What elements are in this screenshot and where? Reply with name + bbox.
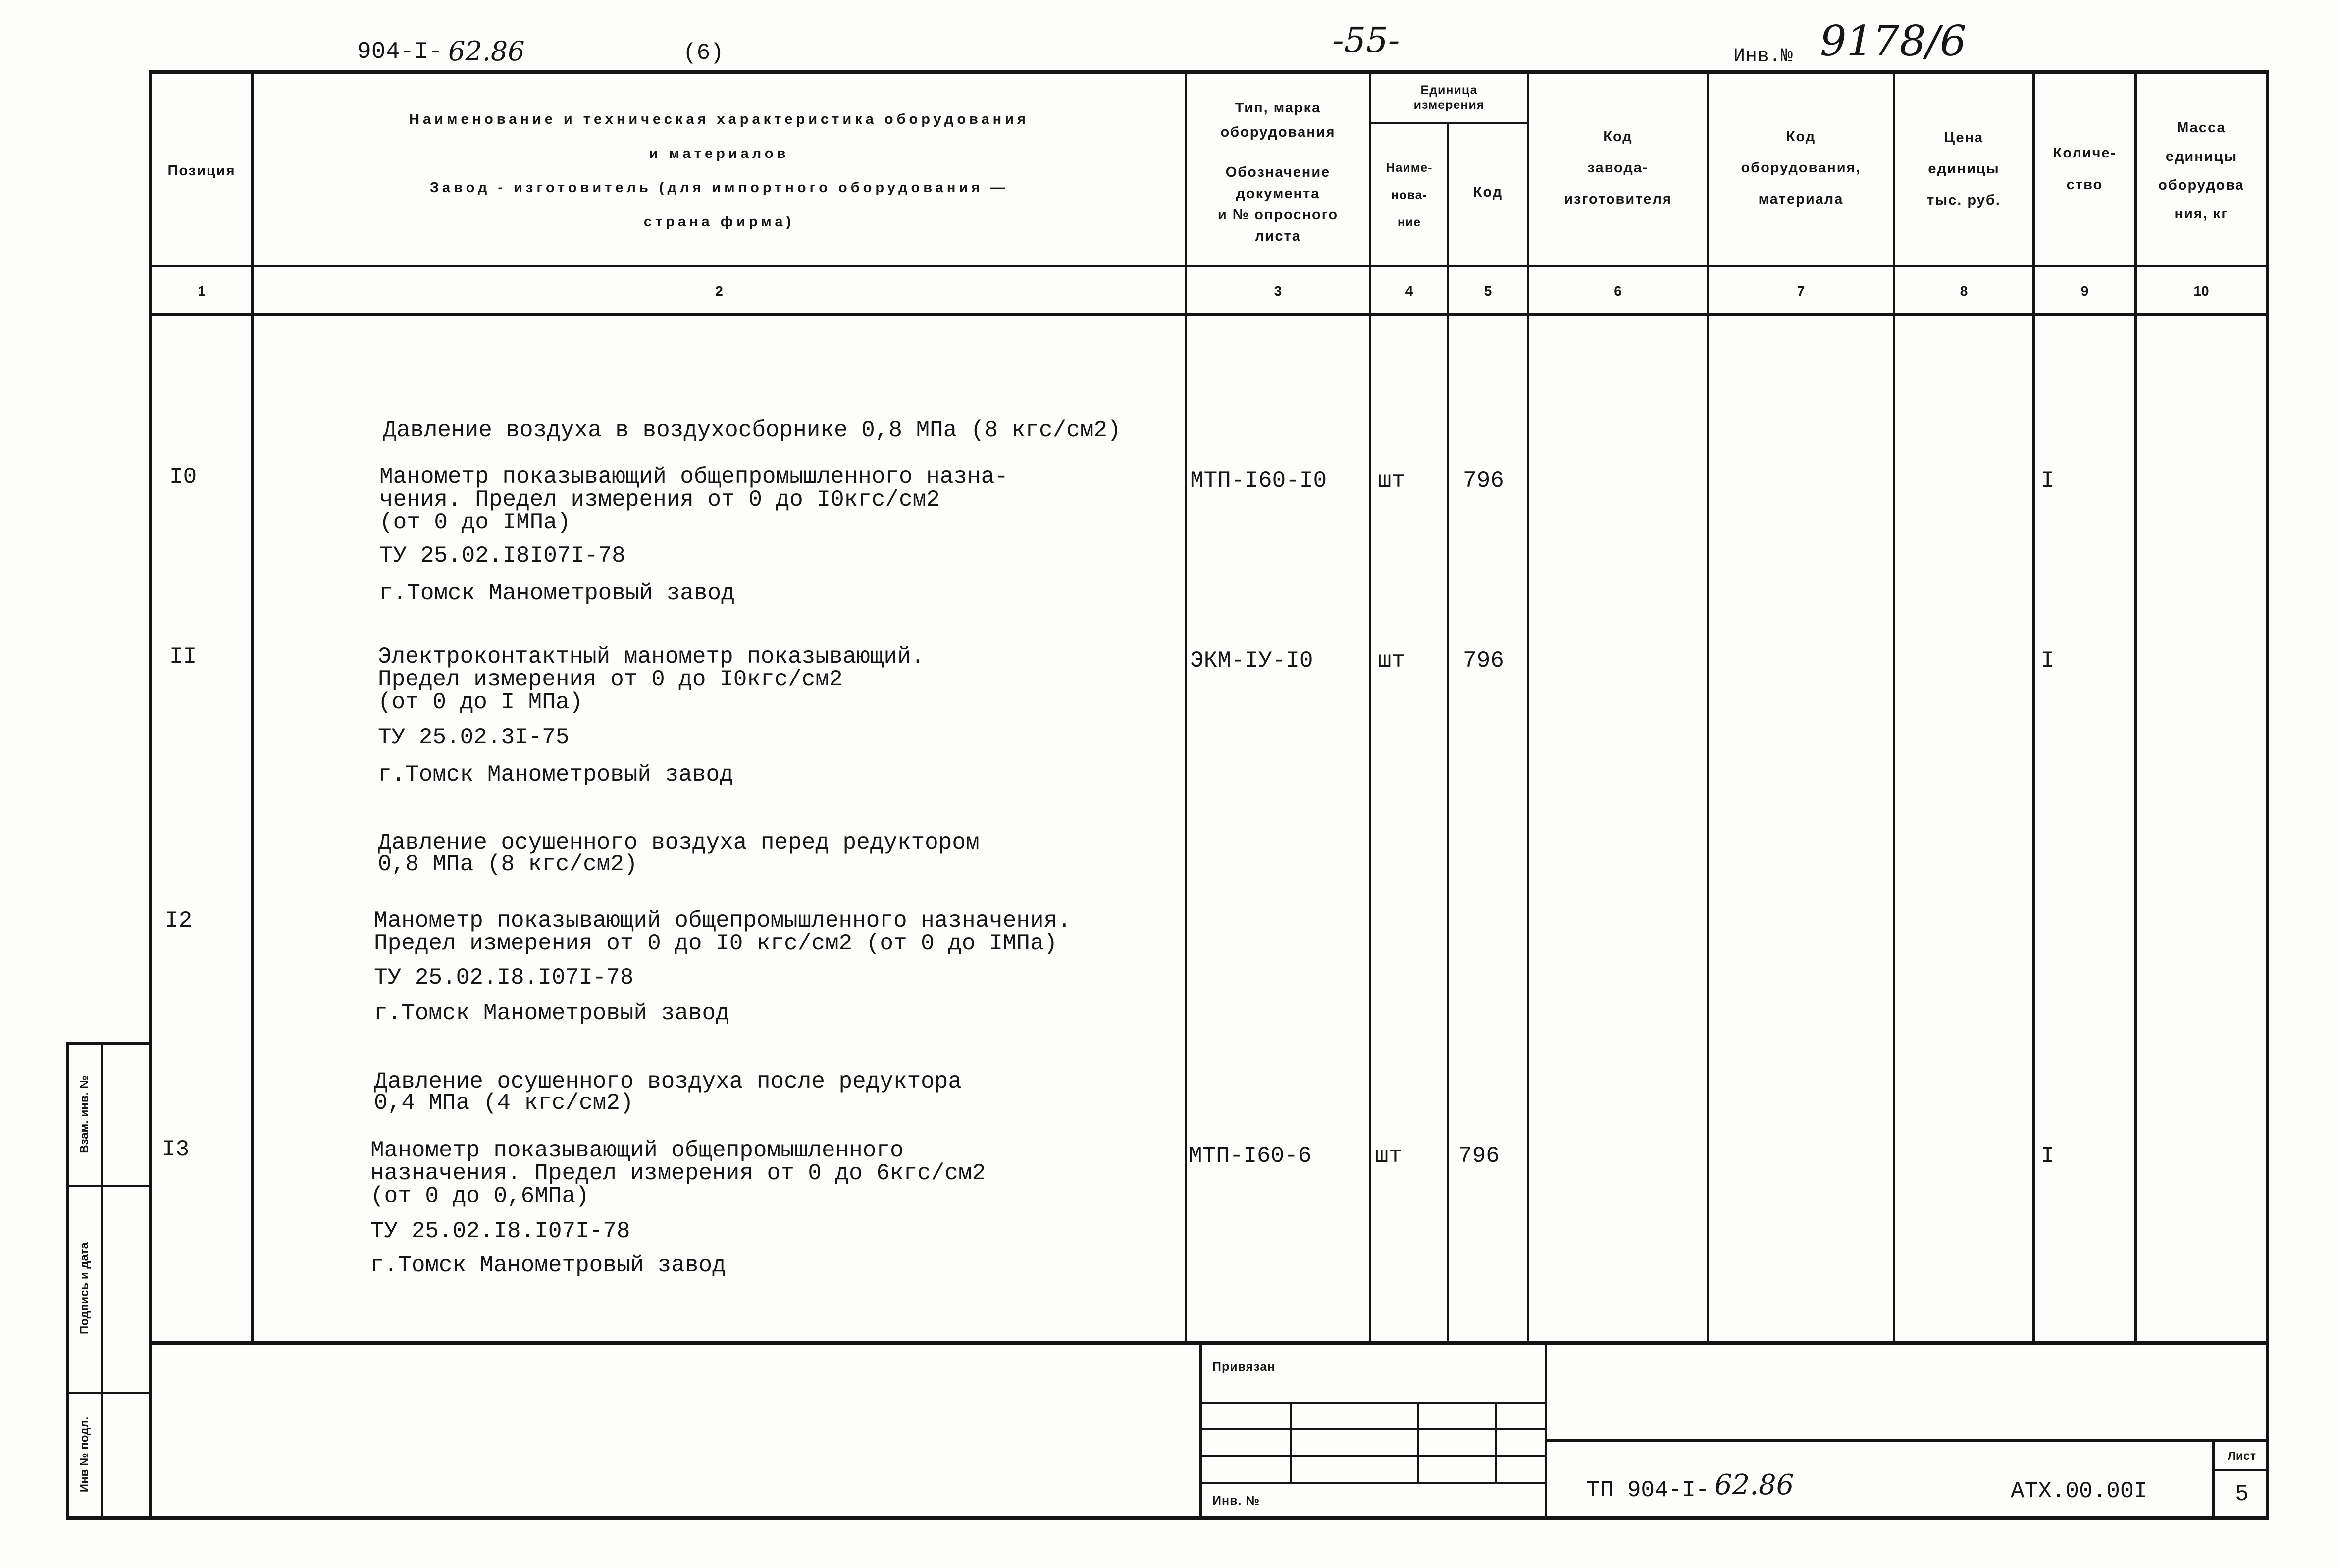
header-unit-code (1449, 183, 1527, 201)
header-unit-group (1371, 83, 1527, 112)
manufacturer: г.Томск Манометровый завод (370, 1253, 726, 1278)
header-line: измерения (1413, 98, 1485, 112)
header-line: ние (1397, 215, 1421, 229)
header-line: Наиме- (1386, 161, 1433, 175)
heading-line: Давление осушенного воздуха после редуктора (374, 1069, 962, 1095)
header-line: оборудова (2158, 177, 2244, 193)
header-line: документа (1236, 186, 1320, 202)
description-line: Манометр показывающий общепромышленного назна- (379, 464, 1008, 490)
header-line: Единица (1420, 83, 1478, 97)
description-line: Предел измерения от 0 до I0кгс/см2 (378, 667, 843, 692)
table-right-border (2266, 70, 2269, 1520)
description-line: чения. Предел измерения от 0 до I0кгс/см2 (379, 487, 940, 513)
header-line: завода- (1587, 160, 1649, 176)
doc-code-prefix: 904-I- (357, 39, 443, 65)
header-equipment-code (1709, 121, 1893, 215)
header-line: ния, кг (2174, 206, 2229, 222)
unit-name: шт (1378, 648, 1405, 674)
bound-grid-rule (1200, 1402, 1546, 1404)
header-unit-name (1371, 155, 1447, 236)
heading-line: 0,4 МПа (4 кгс/см2) (374, 1090, 634, 1116)
bound-box-right-rule (1545, 1343, 1547, 1520)
header-mass (2137, 113, 2266, 228)
stamp-section-rule (66, 1185, 152, 1187)
header-line: ство (2066, 177, 2103, 193)
column-number: 8 (1960, 283, 1968, 299)
drawing-code: АТХ.00.00I (2011, 1478, 2148, 1504)
table-bottom-border (66, 1516, 2269, 1520)
description-line: Предел измерения от 0 до I0 кгс/см2 (от 0 до IМПа) (374, 931, 1058, 956)
description-line: (от 0 до I МПа) (378, 689, 583, 715)
header-line: материала (1758, 191, 1844, 207)
header-plant-code (1529, 121, 1707, 215)
sheet-box-divider (2213, 1469, 2269, 1471)
column-divider (1707, 70, 1709, 1343)
bound-grid-rule (1200, 1482, 1546, 1484)
heading-line: 0,8 МПа (8 кгс/см2) (378, 851, 638, 877)
column-divider (2134, 70, 2137, 1343)
header-bottom-rule (149, 265, 2269, 267)
description-line: Манометр показывающий общепромышленного (370, 1138, 904, 1163)
sheet-number: 5 (2235, 1481, 2249, 1507)
section-heading (374, 1071, 962, 1114)
header-line: Позиция (167, 163, 236, 179)
album-number: (6) (683, 40, 724, 66)
column-number: 7 (1797, 283, 1805, 299)
title-right-rule (1546, 1439, 2269, 1442)
table-left-border (149, 70, 152, 1520)
position-number: I0 (169, 464, 197, 490)
stamp-original-inventory: Инв № подл. (78, 1416, 91, 1493)
manufacturer: г.Томск Манометровый завод (379, 580, 735, 606)
bound-grid-rule (1495, 1402, 1497, 1483)
bound-grid-rule (1417, 1402, 1419, 1483)
header-quantity (2035, 137, 2134, 201)
standard-reference: ТУ 25.02.I8I07I-78 (379, 543, 625, 569)
inventory-number-handwritten: 9178/6 (1820, 17, 1967, 65)
unit-name: шт (1378, 468, 1405, 494)
unit-code: 796 (1463, 468, 1504, 494)
header-line: листа (1255, 228, 1301, 244)
section-heading: Давление воздуха в воздухосборнике 0,8 МПа (8 кгс/см2) (383, 418, 1121, 443)
manufacturer: г.Томск Манометровый завод (378, 762, 733, 787)
unit-code: 796 (1458, 1143, 1500, 1169)
equipment-description (374, 909, 1071, 955)
column-divider (1893, 70, 1895, 1343)
quantity: I (2041, 648, 2055, 674)
doc-code-handwritten: 62.86 (448, 36, 525, 67)
inventory-label: Инв. № (1212, 1494, 1260, 1508)
header-line: Масса (2177, 120, 2226, 136)
header-position (152, 162, 251, 180)
column-divider (2032, 70, 2035, 1343)
description-line: (от 0 до IМПа) (379, 510, 571, 535)
title-block-top-rule (149, 1341, 2269, 1345)
bound-label: Привязан (1212, 1360, 1276, 1374)
equipment-description (370, 1139, 986, 1207)
header-line: Обозначение (1225, 164, 1331, 180)
stamp-top-rule (66, 1042, 152, 1045)
description-line: Электроконтактный манометр показывающий. (378, 644, 925, 670)
header-line: Цена (1944, 130, 1984, 146)
bound-box-left-rule (1199, 1343, 1202, 1520)
equipment-description (379, 466, 1008, 534)
column-number: 6 (1614, 283, 1622, 299)
equipment-type: МТП-I60-I0 (1190, 468, 1327, 494)
project-code-handwritten: 62.86 (1715, 1469, 1794, 1501)
column-divider (251, 70, 254, 1343)
equipment-description (378, 645, 925, 714)
manufacturer: г.Томск Манометровый завод (374, 1000, 729, 1026)
header-line: тыс. руб. (1927, 192, 2001, 208)
header-line: Наименование и техническая характеристика оборудования (409, 111, 1029, 127)
standard-reference: ТУ 25.02.3I-75 (378, 725, 570, 750)
bound-grid-rule (1290, 1402, 1292, 1483)
number-row-bottom-rule (149, 313, 2269, 316)
column-number: 3 (1274, 283, 1282, 299)
stamp-outer-rule (66, 1042, 69, 1520)
header-line: изготовителя (1564, 191, 1672, 207)
header-line: Код (1603, 129, 1633, 145)
column-number: 5 (1484, 283, 1492, 299)
description-line: Манометр показывающий общепромышленного назначения. (374, 908, 1071, 934)
header-line: нова- (1391, 188, 1427, 202)
column-number: 10 (2193, 283, 2209, 299)
header-line: Тип, марка (1235, 100, 1321, 116)
project-code-prefix: ТП 904-I- (1586, 1477, 1710, 1503)
description-line: (от 0 до 0,6МПа) (370, 1183, 589, 1209)
header-line: Код (1473, 184, 1503, 200)
column-divider (1369, 70, 1371, 1343)
equipment-type: ЭКМ-IУ-I0 (1190, 648, 1313, 674)
quantity: I (2041, 1143, 2055, 1169)
header-line: Количе- (2053, 145, 2117, 161)
inventory-label: Инв.№ (1733, 46, 1793, 68)
header-line: оборудования, (1741, 160, 1861, 176)
sheet-label: Лист (2227, 1449, 2257, 1462)
bound-grid-rule (1200, 1455, 1546, 1457)
header-line: Завод - изготовитель (для импортного оборудования — (429, 180, 1009, 196)
stamp-signature-date: Подпись и дата (78, 1242, 91, 1334)
header-line: и материалов (649, 146, 789, 161)
header-line: страна фирма) (643, 214, 795, 230)
column-number: 2 (715, 283, 723, 299)
position-number: I2 (165, 908, 193, 934)
heading-line: Давление осушенного воздуха перед редуктором (378, 830, 980, 856)
unit-name: шт (1375, 1143, 1403, 1169)
position-number: II (169, 644, 197, 670)
table-top-border (149, 70, 2269, 74)
header-price (1895, 122, 2032, 216)
column-number: 1 (198, 283, 206, 299)
quantity: I (2041, 468, 2055, 494)
column-divider (1447, 122, 1449, 1343)
section-heading (378, 830, 980, 877)
header-line: Код (1786, 129, 1816, 145)
standard-reference: ТУ 25.02.I8.I07I-78 (370, 1218, 630, 1244)
header-name (254, 103, 1185, 239)
column-divider (1185, 70, 1187, 1343)
bound-grid-rule (1200, 1428, 1546, 1430)
header-line: единицы (2165, 149, 2237, 164)
header-document (1187, 162, 1369, 247)
description-line: назначения. Предел измерения от 0 до 6кгс/см2 (370, 1160, 986, 1186)
equipment-type: МТП-I60-6 (1189, 1143, 1312, 1169)
column-divider (1527, 70, 1529, 1343)
column-number: 9 (2080, 283, 2089, 299)
position-number: I3 (162, 1137, 190, 1162)
header-line: единицы (1928, 161, 2000, 177)
unit-code: 796 (1463, 648, 1504, 674)
stamp-replacement-inventory: Взам. инв. № (78, 1075, 91, 1153)
standard-reference: ТУ 25.02.I8.I07I-78 (374, 965, 634, 991)
header-line: и № опросного (1217, 207, 1339, 223)
page-number: -55- (1332, 20, 1400, 60)
header-type (1187, 96, 1369, 145)
column-number: 4 (1405, 283, 1413, 299)
stamp-section-rule (66, 1392, 152, 1394)
header-line: оборудования (1220, 124, 1336, 140)
stamp-inner-rule (101, 1042, 103, 1520)
